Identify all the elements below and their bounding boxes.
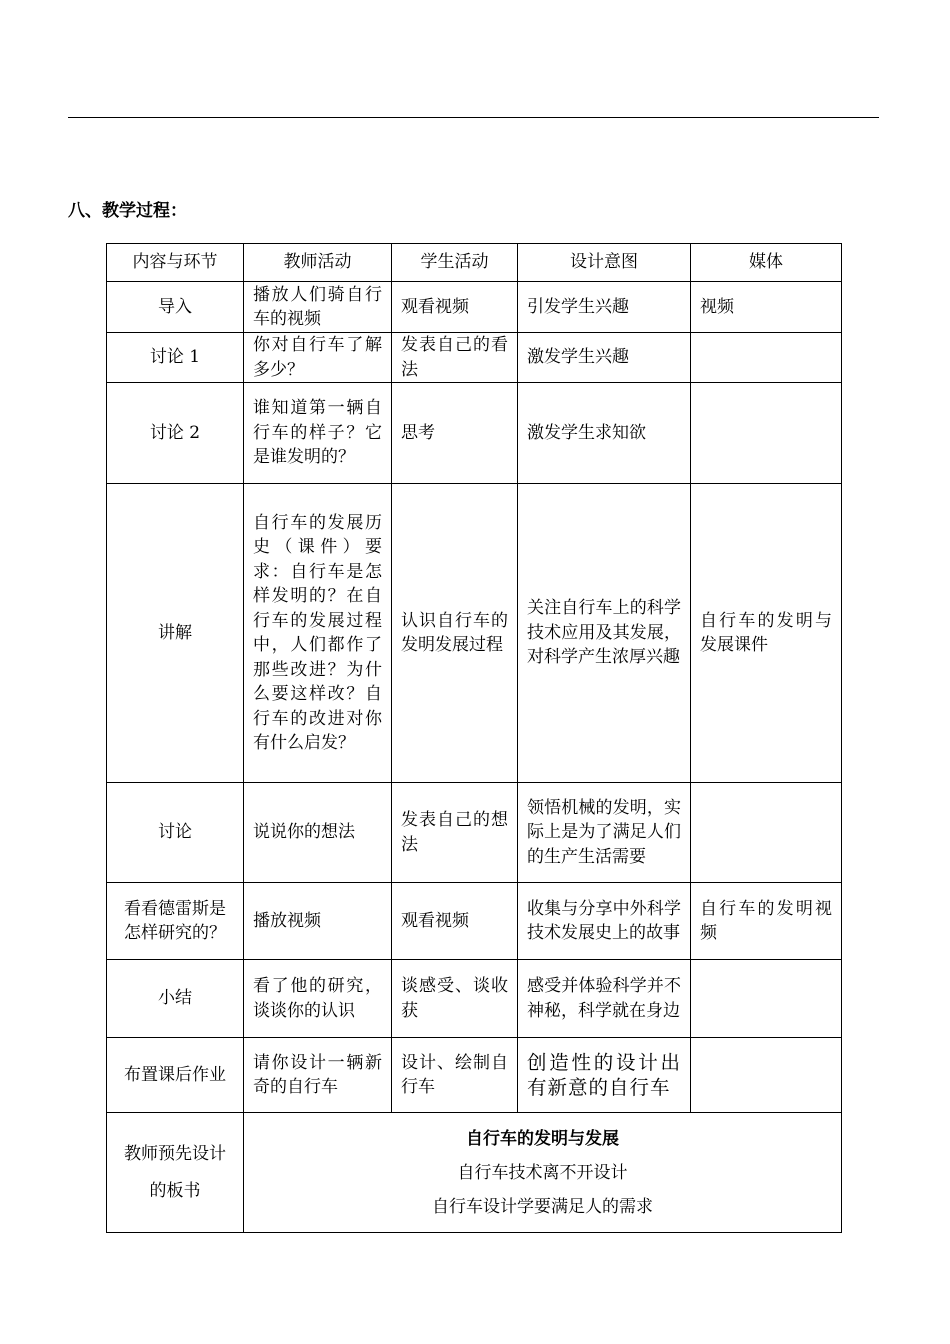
cell-media: 视频 — [691, 282, 842, 333]
board-row — [107, 1113, 842, 1233]
table-row — [107, 383, 842, 484]
cell-student: 认识自行车的发明发展过程 — [392, 484, 518, 783]
cell-teacher: 谁知道第一辆自行车的样子？它是谁发明的？ — [244, 383, 392, 484]
cell-stage: 布置课后作业 — [107, 1038, 244, 1113]
cell-intent: 领悟机械的发明，实际上是为了满足人们的生产生活需要 — [518, 783, 691, 883]
table-row — [107, 282, 842, 333]
cell-stage: 讨论 — [107, 783, 244, 883]
header-teacher: 教师活动 — [244, 244, 392, 282]
cell-stage: 讲解 — [107, 484, 244, 783]
cell-intent: 引发学生兴趣 — [518, 282, 691, 333]
cell-intent: 感受并体验科学并不神秘，科学就在身边 — [518, 960, 691, 1038]
cell-teacher: 播放视频 — [244, 883, 392, 960]
cell-student: 观看视频 — [392, 282, 518, 333]
cell-intent: 激发学生求知欲 — [518, 383, 691, 484]
cell-student: 发表自己的看法 — [392, 333, 518, 383]
cell-student: 发表自己的想法 — [392, 783, 518, 883]
table-row — [107, 883, 842, 960]
cell-teacher: 播放人们骑自行车的视频 — [244, 282, 392, 333]
cell-media — [691, 960, 842, 1038]
section-title: 八、教学过程： — [68, 201, 187, 221]
cell-stage: 导入 — [107, 282, 244, 333]
board-content — [244, 1113, 842, 1233]
cell-media — [691, 783, 842, 883]
cell-media: 自行车的发明视频 — [691, 883, 842, 960]
cell-media: 自行车的发明与发展课件 — [691, 484, 842, 783]
cell-student: 观看视频 — [392, 883, 518, 960]
cell-intent: 关注自行车上的科学技术应用及其发展，对科学产生浓厚兴趣 — [518, 484, 691, 783]
cell-intent: 收集与分享中外科学技术发展史上的故事 — [518, 883, 691, 960]
cell-media — [691, 383, 842, 484]
table-row — [107, 960, 842, 1038]
cell-student: 思考 — [392, 383, 518, 484]
cell-stage: 小结 — [107, 960, 244, 1038]
cell-teacher: 说说你的想法 — [244, 783, 392, 883]
cell-stage: 讨论 2 — [107, 383, 244, 484]
table-row — [107, 783, 842, 883]
header-intent: 设计意图 — [518, 244, 691, 282]
board-label: 教师预先设计的板书 — [107, 1113, 244, 1233]
cell-teacher: 请你设计一辆新奇的自行车 — [244, 1038, 392, 1113]
table-row — [107, 484, 842, 783]
board-title: 自行车的发明与发展 — [466, 1128, 619, 1149]
cell-stage: 看看德雷斯是怎样研究的？ — [107, 883, 244, 960]
cell-intent: 激发学生兴趣 — [518, 333, 691, 383]
header-media: 媒体 — [691, 244, 842, 282]
header-student: 学生活动 — [392, 244, 518, 282]
board-line-1: 自行车技术离不开设计 — [457, 1162, 628, 1183]
table-row — [107, 333, 842, 383]
cell-student: 设计、绘制自行车 — [392, 1038, 518, 1113]
cell-teacher: 你对自行车了解多少？ — [244, 333, 392, 383]
board-line-2: 自行车设计学要满足人的需求 — [432, 1196, 653, 1217]
cell-media — [691, 333, 842, 383]
cell-student: 谈感受、谈收获 — [392, 960, 518, 1038]
cell-intent: 创造性的设计出有新意的自行车 — [518, 1038, 691, 1113]
cell-media — [691, 1038, 842, 1113]
cell-teacher: 自行车的发展历史（课件）要求：自行车是怎样发明的？在自行车的发展过程中，人们都作了那些改进？为什么要这样改？自行车的改进对你有什么启发？ — [244, 484, 392, 783]
header-content: 内容与环节 — [107, 244, 244, 282]
table-header-row — [107, 244, 842, 282]
table-row — [107, 1038, 842, 1113]
header-rule — [68, 117, 879, 118]
cell-teacher: 看了他的研究，谈谈你的认识 — [244, 960, 392, 1038]
lesson-table — [106, 243, 842, 1233]
cell-stage: 讨论 1 — [107, 333, 244, 383]
